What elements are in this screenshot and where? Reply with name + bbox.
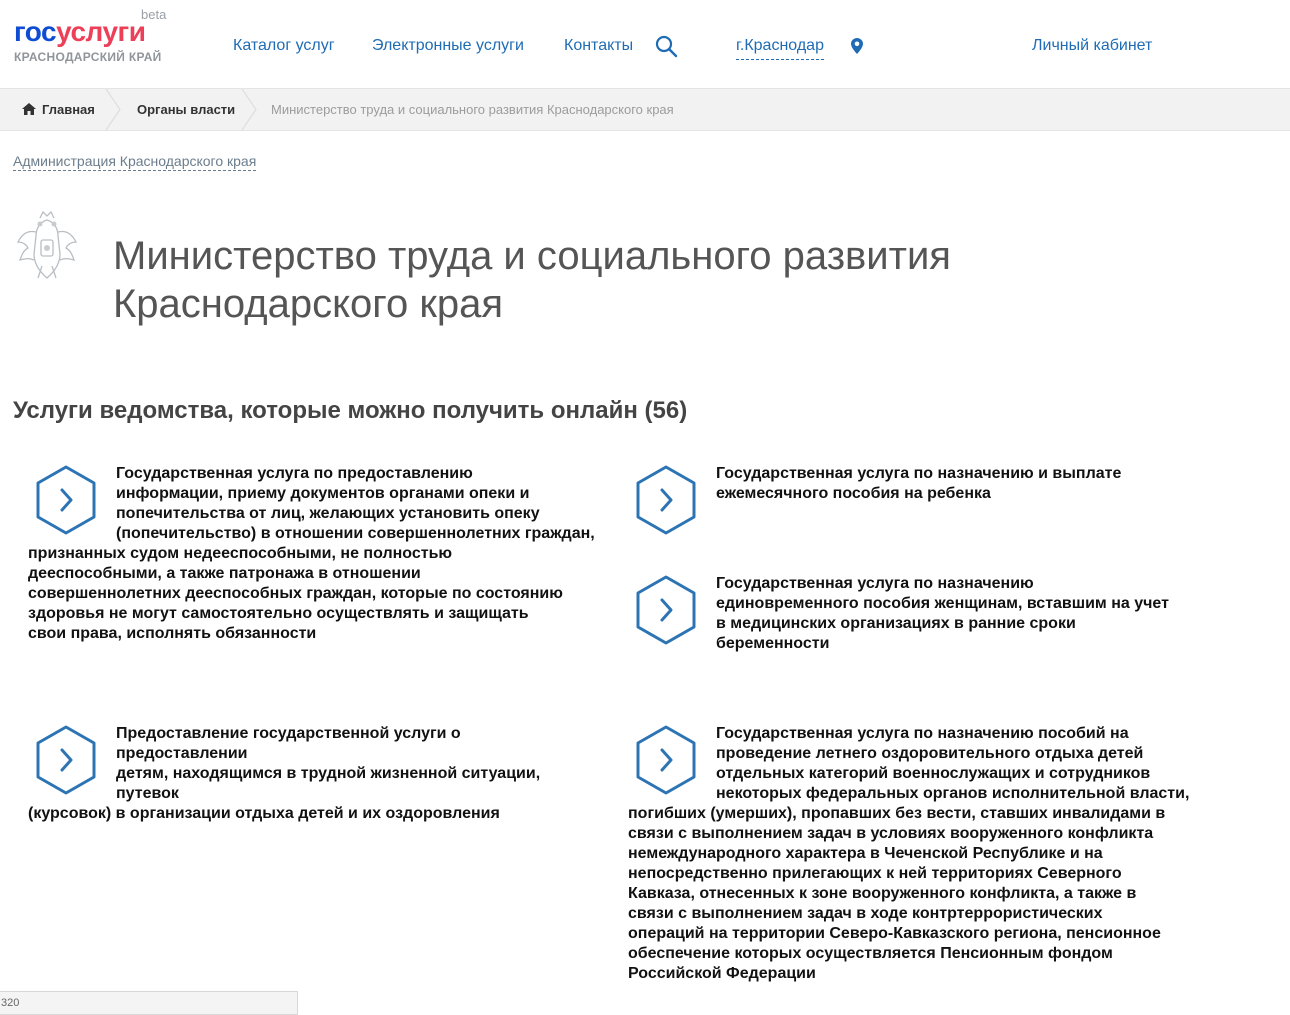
service-title-line: свои права, исполнять обязанности: [28, 625, 317, 642]
service-title-line: отдельных категорий военнослужащих и сотрудников: [716, 765, 1151, 782]
nav-catalog[interactable]: Каталог услуг: [233, 37, 335, 54]
service-title-line: признанных судом недееспособными, не полностью: [28, 545, 453, 562]
location-pin-icon[interactable]: [851, 38, 863, 54]
service-item[interactable]: [628, 724, 1188, 984]
service-title-line: Государственная услуга по предоставлению: [116, 465, 473, 482]
breadcrumb-separator: [104, 89, 122, 130]
service-title-line: немеждународного характера в Чеченской Республике и на: [628, 845, 1103, 862]
service-title-line: обеспечение которых осуществляется Пенсионным фондом: [628, 945, 1113, 962]
service-title-line: (курсовок) в организации отдыха детей и их оздоровления: [28, 805, 500, 822]
nav-e-services[interactable]: Электронные услуги: [372, 37, 524, 54]
logo-region: КРАСНОДАРСКИЙ КРАЙ: [14, 50, 162, 64]
service-title[interactable]: [628, 724, 1188, 984]
service-title-line: погибших (умерших), пропавших без вести, ставших инвалидами в: [628, 805, 1166, 822]
service-title-line: единовременного пособия женщинам, вставшим на учет: [716, 595, 1169, 612]
service-title-line: операций на территории Северо-Кавказского региона, пенсионное: [628, 925, 1161, 942]
service-title-line: некоторых федеральных органов исполнительной власти,: [716, 785, 1190, 802]
services-subheading: Услуги ведомства, которые можно получить онлайн (56): [13, 397, 688, 424]
breadcrumb-home[interactable]: [22, 89, 95, 130]
logo-part-uslugi: услуги: [56, 16, 146, 47]
service-item[interactable]: [28, 464, 595, 644]
home-icon: [22, 103, 36, 115]
breadcrumb: [0, 88, 1290, 131]
chevron-right-icon[interactable]: [633, 464, 699, 536]
service-title-line: в медицинских организациях в ранние сроки: [716, 615, 1076, 632]
logo-beta-label: beta: [141, 7, 167, 22]
service-title-line: совершеннолетних дееспособных граждан, которые по состоянию: [28, 585, 563, 602]
city-selector[interactable]: г.Краснодар: [736, 36, 824, 60]
chevron-right-icon[interactable]: [633, 724, 699, 796]
site-header: [0, 0, 1290, 88]
page-title-line-2: Краснодарского края: [113, 282, 503, 326]
service-title-line: Государственная услуга по назначению: [716, 575, 1034, 592]
admin-link[interactable]: Администрация Краснодарского края: [13, 153, 257, 169]
breadcrumb-separator: [240, 89, 258, 130]
logo-part-gos: гос: [14, 16, 57, 47]
service-title[interactable]: [628, 574, 1188, 654]
gosuslugi-logo[interactable]: [14, 8, 174, 68]
service-title-line: Российской Федерации: [628, 965, 816, 982]
service-title-line: непосредственно прилегающих к ней территориях Северного: [628, 865, 1122, 882]
service-title-line: Государственная услуга по назначению пособий на: [716, 725, 1129, 742]
breadcrumb-home-label: Главная: [42, 102, 95, 117]
service-item[interactable]: [28, 724, 588, 824]
service-title-line: связи с выполнением задач в условиях вооруженного конфликта: [628, 825, 1154, 842]
service-title-line: Предоставление государственной услуги о: [116, 725, 461, 742]
service-title-line: детям, находящимся в трудной жизненной ситуации,: [116, 765, 541, 782]
service-title-line: проведение летнего оздоровительного отдыха детей: [716, 745, 1144, 762]
service-title-line: попечительства от лиц, желающих установить опеку: [116, 505, 540, 522]
service-title-line: предоставлении: [116, 745, 248, 762]
service-title[interactable]: [28, 724, 588, 824]
coat-of-arms-emblem: [14, 208, 80, 284]
service-title-line: связи с выполнением задач в ходе контртеррористических: [628, 905, 1103, 922]
service-title-line: путевок: [116, 785, 179, 802]
chevron-right-icon[interactable]: [33, 464, 99, 536]
service-title[interactable]: [628, 464, 1188, 504]
page-title: [113, 232, 993, 328]
chevron-right-icon[interactable]: [633, 574, 699, 646]
service-item[interactable]: [628, 574, 1188, 654]
personal-cabinet-link[interactable]: Личный кабинет: [1032, 37, 1153, 54]
chevron-right-icon[interactable]: [33, 724, 99, 796]
search-icon[interactable]: [654, 34, 678, 58]
status-bar: 320: [0, 991, 298, 1015]
service-title-line: ежемесячного пособия на ребенка: [716, 485, 991, 502]
service-title[interactable]: [28, 464, 595, 644]
service-title-line: беременности: [716, 635, 830, 652]
service-title-line: Государственная услуга по назначению и выплате: [716, 465, 1122, 482]
service-title-line: информации, приему документов органами опеки и: [116, 485, 530, 502]
breadcrumb-current: Министерство труда и социального развития Краснодарского края: [271, 102, 674, 117]
service-item[interactable]: [628, 464, 1188, 536]
logo-wordmark: [14, 16, 145, 48]
page-title-line-1: Министерство труда и социального развития: [113, 234, 951, 278]
service-title-line: Кавказа, отнесенных к зоне вооруженного конфликта, а также в: [628, 885, 1137, 902]
service-title-line: здоровья не могут самостоятельно осуществлять и защищать: [28, 605, 529, 622]
breadcrumb-org[interactable]: Органы власти: [137, 102, 236, 117]
service-title-line: (попечительство) в отношении совершеннолетних граждан,: [116, 525, 595, 542]
nav-contacts[interactable]: Контакты: [564, 37, 634, 54]
service-title-line: дееспособными, а также патронажа в отношении: [28, 565, 421, 582]
